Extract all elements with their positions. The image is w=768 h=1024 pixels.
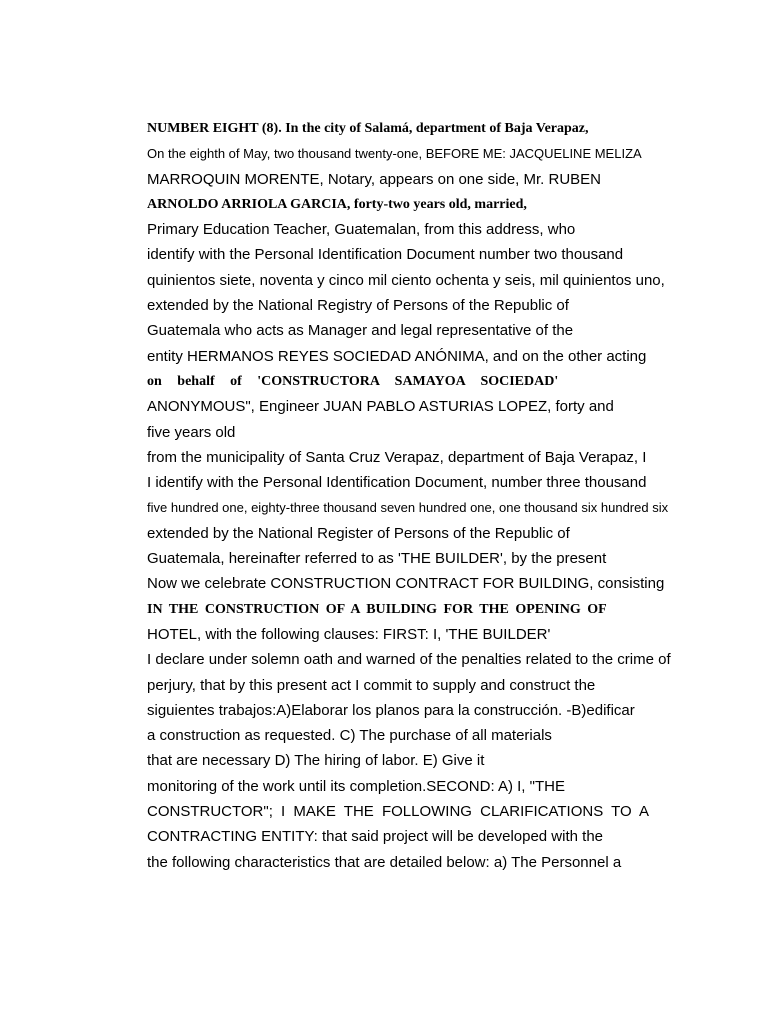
doc-line-6: identify with the Personal Identification Document number two thousand [147, 246, 624, 264]
doc-line-3: MARROQUIN MORENTE, Notary, appears on one side, Mr. RUBEN [147, 170, 602, 188]
document-body [147, 116, 747, 875]
doc-line-19: Now we celebrate CONSTRUCTION CONTRACT FOR BUILDING, consisting [147, 575, 665, 593]
doc-line-27: monitoring of the work until its completion.SECOND: A) I, "THE [147, 777, 565, 795]
doc-line-18: Guatemala, hereinafter referred to as 'THE BUILDER', by the present [147, 550, 607, 568]
doc-line-24: siguientes trabajos:A)Elaborar los planos para la construcción. -B)edificar [147, 701, 635, 719]
doc-line-16: five hundred one, eighty-three thousand seven hundred one, one thousand six hundred six [147, 500, 669, 516]
doc-line-26: that are necessary D) The hiring of labor. E) Give it [147, 752, 485, 770]
doc-line-20: IN THE CONSTRUCTION OF A BUILDING FOR THE OPENING OF [147, 601, 607, 617]
doc-line-1: NUMBER EIGHT (8). In the city of Salamá, department of Baja Verapaz, [147, 121, 589, 136]
doc-line-25: a construction as requested. C) The purchase of all materials [147, 727, 552, 745]
doc-line-17: extended by the National Register of Persons of the Republic of [147, 524, 570, 542]
doc-line-5: Primary Education Teacher, Guatemalan, from this address, who [147, 221, 576, 239]
doc-line-15: I identify with the Personal Identification Document, number three thousand [147, 474, 647, 492]
doc-line-22: I declare under solemn oath and warned of the penalties related to the crime of [147, 651, 671, 669]
doc-line-9: Guatemala who acts as Manager and legal representative of the [147, 322, 574, 340]
doc-line-29: CONTRACTING ENTITY: that said project will be developed with the [147, 828, 604, 846]
doc-line-8: extended by the National Registry of Persons of the Republic of [147, 297, 569, 315]
doc-line-28: CONSTRUCTOR"; I MAKE THE FOLLOWING CLARIFICATIONS TO A [147, 803, 650, 821]
doc-line-23: perjury, that by this present act I commit to supply and construct the [147, 676, 596, 694]
doc-line-7: quinientos siete, noventa y cinco mil ciento ochenta y seis, mil quinientos uno, [147, 271, 665, 289]
doc-line-12: ANONYMOUS", Engineer JUAN PABLO ASTURIAS LOPEZ, forty and [147, 398, 614, 416]
doc-line-10: entity HERMANOS REYES SOCIEDAD ANÓNIMA, and on the other acting [147, 347, 647, 365]
doc-line-4: ARNOLDO ARRIOLA GARCIA, forty-two years old, married, [147, 196, 527, 212]
doc-line-14: from the municipality of Santa Cruz Verapaz, department of Baja Verapaz, I [147, 448, 647, 466]
doc-line-21: HOTEL, with the following clauses: FIRST: I, 'THE BUILDER' [147, 625, 551, 643]
doc-line-13: five years old [147, 423, 236, 441]
doc-line-2: On the eighth of May, two thousand twenty-one, BEFORE ME: JACQUELINE MELIZA [147, 146, 642, 162]
doc-line-11: on behalf of 'CONSTRUCTORA SAMAYOA SOCIEDAD' [147, 373, 559, 389]
doc-line-30: the following characteristics that are detailed below: a) The Personnel a [147, 853, 622, 871]
